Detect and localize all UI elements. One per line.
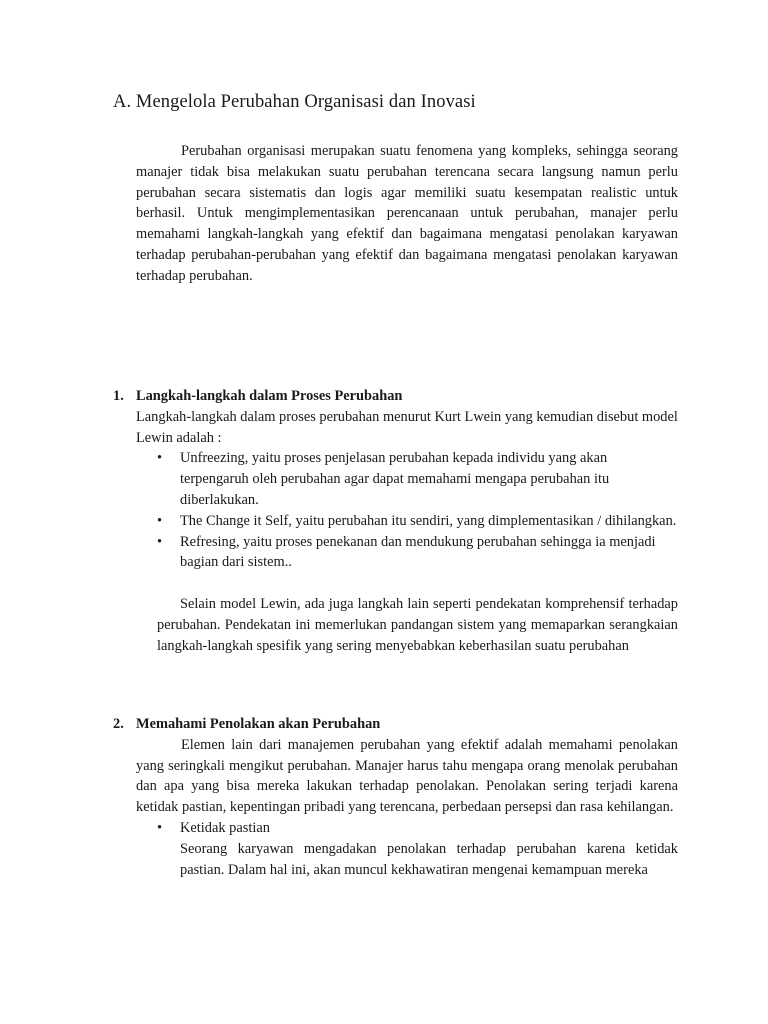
bullet-icon: • <box>157 450 163 467</box>
section-2 <box>113 714 681 880</box>
section-1-body <box>136 407 678 657</box>
bullet-icon: • <box>157 533 163 550</box>
list-item <box>136 818 678 839</box>
list-item-text: Unfreezing, yaitu proses penjelasan perubahan kepada individu yang akan terpengaruh oleh perubahan agar dapat memahami mengapa perubahan itu diberlakukan. <box>180 450 610 508</box>
section-2-title-row <box>113 714 681 735</box>
section-1 <box>113 386 681 656</box>
list-item <box>136 511 678 532</box>
section-2-bullet-list <box>136 818 678 839</box>
spacer <box>136 573 678 594</box>
section-2-intro: Elemen lain dari manajemen perubahan yang efektif adalah memahami penolakan yang seringkali mengikut perubahan. Manajer harus tahu mengapa orang menolak perubahan dan apa yang bisa mereka lakukan terhadap penolakan. Penolakan sering terjadi karena ketidak pastian, kepentingan pribadi yang terencana, perbedaan persepsi dan rasa kehilangan. <box>136 736 678 816</box>
list-item-text: Refresing, yaitu proses penekanan dan mendukung perubahan sehingga ia menjadi bagian dari sistem.. <box>180 533 656 571</box>
section-heading: A. Mengelola Perubahan Organisasi dan Inovasi <box>113 92 476 112</box>
section-1-closing: Selain model Lewin, ada juga langkah lain seperti pendekatan komprehensif terhadap perubahan. Pendekatan ini memerlukan pandangan sistem yang memaparkan serangkaian langkah-langkah spesifik yang sering menyebabkan keberhasilan suatu perubahan <box>157 595 678 654</box>
intro-paragraph: Perubahan organisasi merupakan suatu fenomena yang kompleks, sehingga seorang manajer tidak bisa melakukan suatu perubahan terencana secara langsung namun perlu perubahan secara sistematis dan logis agar memiliki suatu kesempatan realistic untuk berhasil. Untuk mengimplementasikan perencanaan untuk perubahan, manajer perlu memahami langkah-langkah yang efektif dan bagaimana mengatasi penolakan karyawan terhadap perubahan-perubahan yang efektif dan bagaimana mengatasi penolakan karyawan terhadap perubahan. <box>136 143 678 284</box>
list-item <box>136 532 678 574</box>
section-2-title: Memahami Penolakan akan Perubahan <box>136 716 381 732</box>
section-2-number: 2. <box>113 716 124 732</box>
list-item-text: Ketidak pastian <box>180 819 270 836</box>
section-1-bullet-list <box>136 448 678 573</box>
bullet-icon: • <box>157 819 163 836</box>
section-1-number: 1. <box>113 388 124 404</box>
list-item <box>136 448 678 510</box>
section-1-title: Langkah-langkah dalam Proses Perubahan <box>136 388 403 404</box>
section-2-body <box>136 735 678 881</box>
bullet-icon: • <box>157 512 163 529</box>
section-2-bullet-paragraph: Seorang karyawan mengadakan penolakan terhadap perubahan karena ketidak pastian. Dalam hal ini, akan muncul kekhawatiran mengenai kemampuan mereka <box>180 840 678 878</box>
section-1-title-row <box>113 386 681 407</box>
list-item-text: The Change it Self, yaitu perubahan itu sendiri, yang dimplementasikan / dihilangkan. <box>180 512 677 529</box>
section-1-intro: Langkah-langkah dalam proses perubahan menurut Kurt Lwein yang kemudian disebut model Lewin adalah : <box>136 408 678 446</box>
